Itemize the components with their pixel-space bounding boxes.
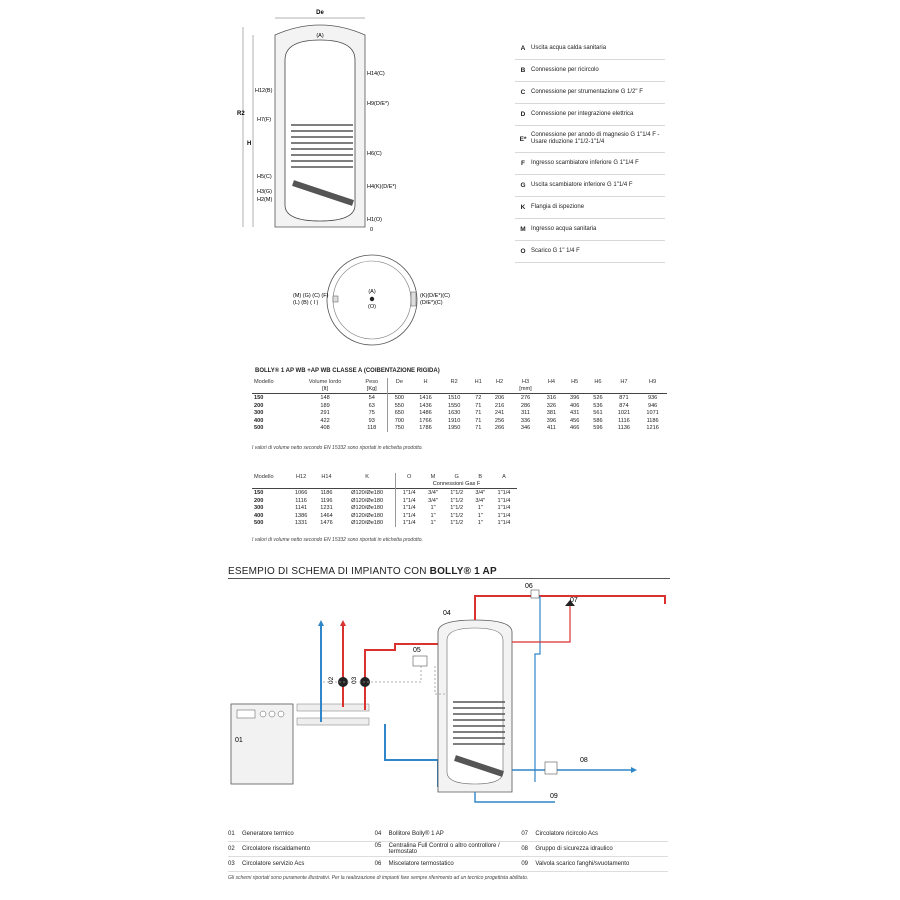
table-cell: 411 — [547, 425, 556, 432]
footer-note: Gli schemi riportati sono puramente illustrativi. Per la realizzazione di impianti fare sempre riferimento ad un tecnico progettista abilitato. — [228, 875, 529, 881]
component-number: 02 — [228, 845, 235, 852]
legend-row — [515, 219, 665, 241]
table-cell: 336 — [520, 417, 531, 424]
table-cell: 3/4" — [475, 497, 486, 504]
legend-row — [515, 175, 665, 197]
table-cell: 431 — [570, 410, 580, 417]
table-cell: 1486 — [419, 410, 432, 417]
component-number: 01 — [228, 830, 235, 837]
table-header-row — [252, 378, 667, 386]
connections-table-body — [252, 489, 517, 527]
model-cell: 400 — [254, 512, 264, 519]
table-cell: 1136 — [617, 425, 630, 432]
plan-center-bottom: (O) — [368, 304, 376, 310]
table-cell: 396 — [546, 417, 557, 424]
table-cell: 54 — [357, 394, 387, 402]
schema-title-prefix: ESEMPIO DI SCHEMA DI IMPIANTO CON — [228, 566, 430, 577]
unit-cell — [638, 386, 667, 394]
table-cell: 1"1/4 — [396, 497, 423, 505]
table-cell: 1"1/2 — [450, 512, 464, 519]
table-cell: 700 — [387, 417, 411, 425]
left-label-h5: H5(C) — [257, 174, 272, 180]
table-row — [252, 489, 517, 497]
right-label-zero: 0 — [370, 227, 374, 233]
components-row — [228, 857, 668, 872]
table-units-row — [252, 386, 667, 394]
unit-cell — [563, 386, 586, 394]
component-text: Gruppo di sicurezza idraulico — [535, 845, 613, 852]
table-cell: 75 — [368, 410, 375, 417]
component-text: Circolatore riscaldamento — [242, 845, 311, 852]
table-cell: 396 — [563, 394, 586, 402]
model-cell: 500 — [254, 425, 264, 432]
table-header-cell: H — [423, 378, 428, 385]
table-cell: 586 — [593, 417, 603, 424]
table-header-cell: H12 — [295, 473, 307, 480]
table-row — [252, 512, 517, 520]
plan-left-top: (M) (G) (C) (F) — [293, 293, 329, 299]
unit-cell — [488, 386, 511, 394]
table-header-cell: H1 — [474, 378, 482, 385]
legend-row — [515, 104, 665, 126]
component-number: 05 — [374, 842, 382, 849]
table-cell: 1" — [477, 520, 483, 527]
connection-legend — [515, 38, 665, 263]
table-cell: 1" — [430, 505, 436, 512]
table-row — [252, 402, 667, 410]
table-header-cell: Peso — [365, 378, 379, 385]
table-cell: 1196 — [320, 497, 333, 504]
table-cell: 241 — [494, 410, 505, 417]
table-cell: Ø120/Øe180 — [339, 489, 395, 497]
model-cell: 300 — [254, 505, 264, 512]
table-cell: 1416 — [411, 394, 440, 402]
table-cell: 291 — [320, 410, 330, 417]
right-label-h1: H1(O) — [367, 217, 382, 223]
table-cell: 266 — [494, 425, 505, 432]
legend-row — [515, 38, 665, 60]
table1-note: I valori di volume netto secondo EN 15332 sono riportati in etichetta prodotto. — [252, 445, 423, 451]
unit-cell: [lt] — [322, 386, 328, 393]
component-item — [228, 846, 375, 853]
unit-cell — [411, 386, 440, 394]
table-cell: 456 — [570, 417, 580, 424]
table-cell: 1" — [477, 505, 483, 512]
unit-cell — [610, 386, 639, 394]
table-cell: 3/4" — [422, 489, 443, 497]
components-list — [228, 827, 668, 872]
component-number: 04 — [374, 830, 382, 837]
unit-cell — [252, 386, 293, 394]
components-row — [228, 827, 668, 842]
legend-code: B — [520, 67, 526, 74]
table-cell: 286 — [520, 402, 531, 409]
table-cell: 72 — [469, 394, 488, 402]
component-text: Miscelatore termostatico — [388, 860, 454, 867]
table-cell: 1216 — [646, 425, 659, 432]
legend-code: D — [520, 111, 526, 118]
legend-code: A — [520, 45, 526, 52]
table-cell: 1"1/4 — [497, 505, 511, 512]
legend-text: Ingresso acqua sanitaria — [531, 226, 597, 232]
table-cell: 346 — [520, 425, 531, 432]
table-cell: 93 — [368, 417, 375, 424]
label-08: 08 — [580, 757, 588, 764]
schema-title-bold: BOLLY® 1 AP — [429, 566, 497, 577]
table-cell: 1"1/4 — [491, 489, 517, 497]
table-cell: 311 — [521, 410, 530, 417]
legend-row — [515, 126, 665, 153]
table-cell: 1464 — [320, 512, 333, 519]
left-label-h3: H3(G) — [257, 189, 272, 195]
table-cell: 1" — [430, 512, 436, 519]
table-cell: Ø120/Øe180 — [351, 505, 384, 512]
table-cell: 536 — [593, 402, 603, 409]
table-cell: 276 — [511, 394, 540, 402]
table-cell: 1"1/2 — [450, 505, 464, 512]
plan-right-top: (K)(D/E*)(C) — [420, 293, 450, 299]
components-row — [228, 842, 668, 857]
component-text: Circolatore ricircolo Acs — [535, 830, 599, 837]
table-cell: 1"1/2 — [444, 489, 470, 497]
legend-text: Connessione per strumentazione G 1/2" F — [531, 89, 643, 95]
unit-cell — [469, 386, 488, 394]
model-cell: 500 — [254, 520, 264, 527]
table-cell: 1786 — [419, 425, 432, 432]
legend-text: Flangia di ispezione — [531, 204, 585, 210]
table-cell: 1910 — [447, 417, 461, 424]
table-subheader-row — [252, 481, 517, 489]
plant-schema-diagram — [225, 582, 675, 822]
table2-note: I valori di volume netto secondo EN 15332 sono riportati in etichetta prodotto. — [252, 537, 423, 543]
table-cell: 1950 — [447, 425, 461, 432]
table-header-cell: K — [365, 473, 369, 480]
table-row — [252, 425, 667, 433]
table-cell: 1"1/4 — [396, 504, 423, 512]
table-cell: Ø120/Øe180 — [351, 512, 384, 519]
table-row — [252, 520, 517, 528]
schema-divider — [228, 578, 670, 579]
legend-text: Ingresso scambiatore inferiore G 1"1/4 F — [531, 160, 639, 166]
de-label: De — [316, 10, 324, 16]
label-01: 01 — [235, 737, 243, 744]
table-cell: 3/4" — [428, 497, 438, 504]
component-number: 06 — [374, 860, 382, 867]
schema-title — [228, 566, 497, 577]
table-cell: 1" — [477, 512, 483, 519]
label-04: 04 — [443, 610, 451, 617]
table-cell: 381 — [546, 410, 557, 417]
table-cell: 3/4" — [470, 489, 491, 497]
table-cell: 561 — [593, 410, 603, 417]
right-label-h4: H4(K)(D/E*) — [367, 184, 397, 190]
table-cell: 1021 — [617, 410, 631, 417]
table-header-cell: A — [502, 473, 506, 480]
table-cell: 1116 — [618, 417, 630, 424]
legend-code: M — [520, 226, 526, 233]
label-09: 09 — [550, 793, 558, 800]
table-cell: 71 — [475, 417, 482, 424]
unit-cell: [Kg] — [366, 386, 377, 393]
table-header-cell: H4 — [547, 378, 556, 385]
table-cell: 1"1/4 — [396, 489, 423, 497]
component-text: Centralina Full Control o altro controllore / termostato — [388, 842, 500, 855]
legend-text: Connessione per ricircolo — [531, 67, 599, 73]
table-cell: 1331 — [294, 520, 308, 527]
component-item — [521, 831, 668, 838]
table-cell: 1510 — [440, 394, 469, 402]
table-cell: Ø120/Øe180 — [351, 497, 384, 504]
component-item — [228, 831, 375, 838]
table-cell: 408 — [320, 425, 330, 432]
table-cell: 1630 — [447, 410, 461, 417]
legend-row — [515, 241, 665, 263]
table-cell: 466 — [570, 425, 580, 432]
table-cell: 1436 — [419, 402, 432, 409]
table-cell: 596 — [593, 425, 603, 432]
table-cell: 1" — [430, 520, 436, 527]
label-03: 03 — [351, 676, 358, 684]
table-header-cell: H14 — [321, 473, 332, 480]
component-number: 03 — [228, 860, 235, 867]
table-row — [252, 409, 667, 417]
table-row — [252, 497, 517, 505]
legend-text: Connessione per anodo di magnesio G 1"1/4 F - Usare riduzione 1"1/2-1"1/4 — [531, 132, 660, 145]
component-number: 08 — [521, 845, 529, 852]
table-cell: 936 — [638, 394, 667, 402]
table-header-row — [252, 473, 517, 481]
table-header-cell: Volume lordo — [308, 378, 342, 385]
plan-view-drawing — [285, 252, 475, 352]
top-connection-label: (A) — [316, 33, 324, 39]
legend-text: Uscita scambiatore inferiore G 1"1/4 F — [531, 182, 633, 188]
component-number: 09 — [521, 860, 529, 867]
table-cell: 1116 — [295, 497, 307, 504]
label-07: 07 — [570, 597, 578, 604]
component-item — [375, 861, 522, 868]
table-header-cell: H2 — [496, 378, 504, 385]
table-cell: 1"1/2 — [450, 520, 464, 527]
table-cell: 1476 — [320, 520, 333, 527]
table-cell: 1386 — [294, 512, 308, 519]
table-cell: 550 — [387, 402, 411, 410]
component-item — [521, 846, 668, 853]
component-text: Generatore termico — [242, 830, 294, 837]
table-cell: 316 — [540, 394, 563, 402]
component-item — [375, 843, 522, 856]
unit-cell — [440, 386, 469, 394]
unit-cell — [540, 386, 563, 394]
table-cell: 1"1/4 — [497, 520, 511, 527]
gas-connections-subheader: Connessioni Gas F — [396, 481, 517, 489]
component-item — [228, 861, 375, 868]
table-cell: 1231 — [320, 505, 333, 512]
component-number: 07 — [521, 830, 529, 837]
table-cell: 1"1/4 — [396, 512, 423, 520]
legend-text: Connessione per integrazione elettrica — [531, 111, 634, 117]
legend-code: K — [520, 204, 526, 211]
table-header-cell: De — [387, 378, 411, 386]
model-cell: 400 — [254, 417, 264, 424]
table-cell: 1186 — [314, 489, 339, 497]
table-cell: 1"1/4 — [497, 497, 511, 504]
tank-section-drawing — [225, 5, 415, 235]
legend-text: Scarico G 1" 1/4 F — [531, 248, 580, 254]
table-cell: 71 — [475, 425, 482, 432]
table-header-cell: H3 — [521, 378, 530, 385]
table-cell: 1"1/4 — [396, 520, 423, 528]
table-cell: 526 — [586, 394, 609, 402]
table-cell: 148 — [293, 394, 357, 402]
table-header-cell: O — [396, 473, 423, 481]
unit-cell: [mm] — [519, 386, 532, 393]
table-cell: 1071 — [646, 410, 659, 417]
table-header-cell: H6 — [594, 378, 602, 385]
table1-title: BOLLY® 1 AP WB +AP WB CLASSE A (COIBENTAZIONE RIGIDA) — [255, 368, 440, 374]
connections-table — [252, 473, 517, 527]
table-header-cell: B — [478, 473, 483, 480]
table-cell: 1766 — [419, 417, 432, 424]
table-header-cell: Modello — [254, 378, 274, 385]
table-cell: 750 — [387, 425, 411, 433]
r2-label: R2 — [237, 111, 245, 117]
legend-code: F — [521, 160, 525, 167]
table-cell: 406 — [570, 402, 580, 409]
plan-center-top: (A) — [368, 289, 376, 295]
h-label: H — [247, 141, 252, 147]
component-item — [521, 861, 668, 868]
label-05: 05 — [413, 647, 421, 654]
heat-generator — [231, 704, 293, 784]
table-row — [252, 394, 667, 402]
bolly-tank — [438, 620, 512, 792]
table-cell: 1"1/2 — [450, 497, 464, 504]
table-cell: 1141 — [295, 505, 308, 512]
table-header-cell: H9 — [649, 378, 657, 385]
table-header-cell: G — [454, 473, 459, 480]
dimensions-table-body — [252, 394, 667, 432]
legend-code: G — [520, 182, 526, 189]
dimensions-table — [252, 378, 667, 432]
table-cell: 422 — [320, 417, 330, 424]
table-cell: 500 — [387, 394, 411, 402]
plan-right-bottom: (D/E*)(C) — [420, 300, 443, 306]
model-cell: 200 — [254, 402, 264, 409]
table-cell: 1066 — [288, 489, 313, 497]
component-item — [375, 831, 522, 838]
unit-cell — [586, 386, 609, 394]
right-label-h14: H14(C) — [367, 71, 385, 77]
table-cell: 871 — [610, 394, 639, 402]
model-cell: 150 — [252, 489, 288, 497]
legend-row — [515, 153, 665, 175]
component-text: Circolatore servizio Acs — [242, 860, 305, 867]
model-cell: 200 — [254, 497, 264, 504]
table-cell: 189 — [320, 402, 330, 409]
label-02: 02 — [328, 676, 335, 684]
table-cell: Ø120/Øe180 — [351, 520, 384, 527]
table-cell: 326 — [546, 402, 557, 409]
table-header-cell: H7 — [620, 378, 628, 385]
model-cell: 150 — [252, 394, 293, 402]
table-cell: 874 — [619, 402, 629, 409]
legend-code: O — [520, 248, 526, 255]
table-header-cell: R2 — [450, 378, 458, 385]
table-header-cell: H5 — [571, 378, 579, 385]
right-label-h6: H6(C) — [367, 151, 382, 157]
table-header-cell: Modello — [254, 473, 274, 480]
table-cell: 1550 — [447, 402, 461, 409]
legend-row — [515, 60, 665, 82]
table-cell: 1186 — [646, 417, 659, 424]
table-cell: 1"1/4 — [497, 512, 511, 519]
left-label-h2: H2(M) — [257, 197, 273, 203]
table-cell: 71 — [475, 410, 482, 417]
table-row — [252, 417, 667, 425]
legend-row — [515, 82, 665, 104]
component-text: Valvola scarico fanghi/svuotamento — [535, 860, 630, 867]
table-cell: 650 — [387, 409, 411, 417]
table-cell: 206 — [488, 394, 511, 402]
table-row — [252, 504, 517, 512]
left-label-h7: H7(F) — [257, 117, 272, 123]
table-header-cell: M — [430, 473, 436, 480]
label-06: 06 — [525, 583, 533, 590]
left-label-h12: H12(B) — [255, 88, 273, 94]
component-text: Bollitore Bolly® 1 AP — [388, 830, 444, 837]
table-cell: 118 — [367, 425, 377, 432]
table-cell: 63 — [368, 402, 375, 409]
plan-left-bottom: (L) (B) ( I ) — [293, 300, 319, 306]
table-cell: 946 — [647, 402, 658, 409]
legend-code: C — [520, 89, 526, 96]
unit-cell — [387, 386, 411, 394]
legend-code: E* — [519, 135, 527, 143]
legend-text: Uscita acqua calda sanitaria — [531, 45, 607, 51]
right-label-h9: H9(D/E*) — [367, 101, 390, 107]
table-cell: 216 — [494, 402, 505, 409]
table-cell: 71 — [475, 402, 482, 409]
table-cell: 256 — [494, 417, 505, 424]
legend-row — [515, 197, 665, 219]
model-cell: 300 — [254, 410, 264, 417]
